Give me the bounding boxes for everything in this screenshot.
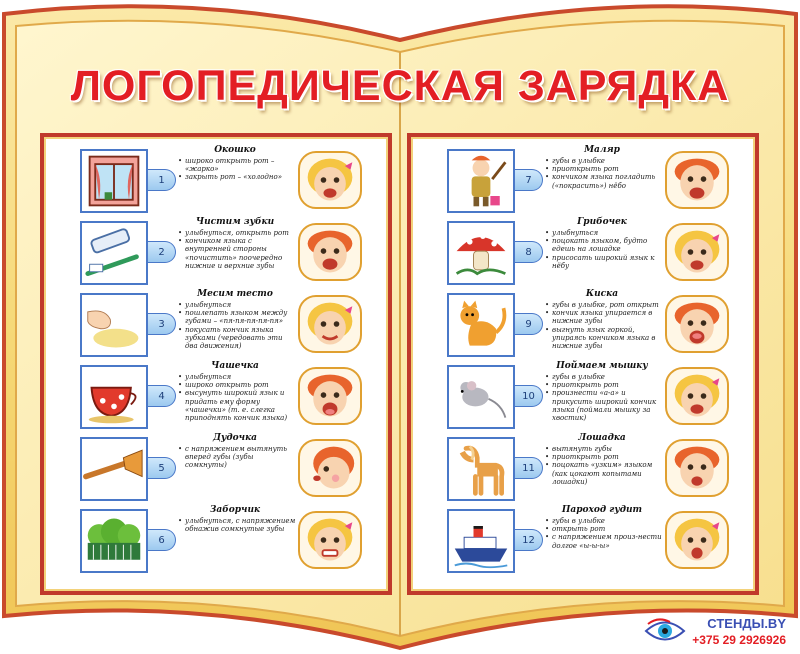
girl-face [665,367,729,425]
exercise-step: • кончиком языка погладить («покрасить») нёбо [545,173,663,189]
exercise-number: 12 [515,529,543,551]
exercise-step: • приоткрыть рот [545,165,663,173]
exercise-row [44,505,388,579]
window-picture [80,149,148,213]
cup-picture [80,365,148,429]
phone-number: +375 29 2926926 [692,633,786,647]
exercise-number: 9 [515,313,543,335]
exercise-title: Пароход гудит [561,505,643,515]
exercise-title: Заборчик [209,505,261,515]
exercise-title: Лошадка [578,433,626,443]
painter-picture [447,149,515,213]
pipe-picture [80,437,148,501]
mushroom-picture [447,221,515,285]
exercise-step: • улыбнуться [545,229,663,237]
exercise-step: • улыбнуться [178,301,296,309]
exercise-steps [545,157,663,190]
boy-face [298,367,362,425]
boy-face [665,439,729,497]
exercise-title: Чистим зубки [195,217,275,227]
exercise-row [411,217,755,291]
exercise-step: • с напряжением вытянуть вперед губы (зубы сомкнуты) [178,445,296,470]
boy-face [298,223,362,281]
exercise-step: • кончик языка упирается в нижние зубы [545,309,663,325]
exercise-title: Чашечка [211,361,259,371]
exercise-row [44,289,388,363]
exercise-step: • высунуть широкий язык и придать ему форму «чашечки» (т. е. слегка приподнять кончик языка) [178,389,296,422]
exercise-steps [545,301,663,350]
eye-logo-icon [644,618,686,644]
exercise-step: • выгнуть язык горкой, упираясь кончиком языка в нижние зубы [545,326,663,351]
exercise-step: • кончиком языка с внутренней стороны «почистить» поочередно нижние и верхние зубы [178,237,296,270]
cat-picture [447,293,515,357]
exercise-steps [178,373,296,422]
exercise-title: Месим тесто [197,289,273,299]
exercise-number: 4 [148,385,176,407]
boy-face [665,151,729,209]
exercise-number: 11 [515,457,543,479]
exercise-number: 6 [148,529,176,551]
exercise-steps [545,373,663,422]
footer-logo [642,616,792,650]
exercise-step: • губы в улыбке [545,157,663,165]
exercise-step: • губы в улыбке [545,373,663,381]
exercise-step: • улыбнуться, открыть рот [178,229,296,237]
exercise-step: • поцокать языком, будто едешь на лошадке [545,237,663,253]
exercise-steps [178,517,296,533]
exercise-steps [178,445,296,470]
toothbrush-picture [80,221,148,285]
girl-face [298,511,362,569]
ship-picture [447,509,515,573]
girl-profile-face [298,439,362,497]
exercise-step: • вытянуть губы [545,445,663,453]
exercise-number: 7 [515,169,543,191]
exercise-steps [178,301,296,350]
exercise-step: • широко открыть рот – «жарко» [178,157,296,173]
exercise-row [411,289,755,363]
exercise-steps [178,229,296,270]
exercise-title: Поймаем мышку [556,361,648,371]
exercise-step: • с напряжением произ-нести долгое «ы-ы-ы» [545,533,663,549]
exercise-row [411,433,755,507]
girl-face [665,223,729,281]
exercise-title: Дудочка [212,433,257,443]
exercise-row [411,145,755,219]
girl-face [665,511,729,569]
exercise-row [411,505,755,579]
exercise-step: • открыть рот [545,525,663,533]
exercise-steps [545,445,663,486]
girl-face [298,151,362,209]
exercise-number: 5 [148,457,176,479]
exercise-row [44,361,388,435]
exercise-steps [545,517,663,550]
exercise-number: 8 [515,241,543,263]
brand-name: СТЕНДЫ.BY [707,616,786,631]
page-title: ЛОГОПЕДИЧЕСКАЯ ЗАРЯДКА [70,62,730,110]
exercise-title: Окошко [214,145,256,155]
exercise-title: Маляр [584,145,620,155]
girl-face [298,295,362,353]
exercise-step: • поцокать «узким» языком (как цокают копытами лошадки) [545,461,663,486]
exercise-steps [178,157,296,182]
left-panel [40,133,392,595]
exercise-step: • улыбнуться [178,373,296,381]
exercise-step: • пошлепать языком между губами – «пя-пя-пя-пя-пя» [178,309,296,325]
exercise-step: • произнести «а-а» и прикусить широкий кончик языка (поймали мышку за хвостик) [545,389,663,422]
exercise-step: • улыбнуться, с напряжением обнажив сомкнутые зубы [178,517,296,533]
exercise-number: 2 [148,241,176,263]
exercise-row [44,217,388,291]
exercise-row [411,361,755,435]
exercise-row [44,145,388,219]
right-panel [407,133,759,595]
exercise-step: • приоткрыть рот [545,381,663,389]
exercise-number: 10 [515,385,543,407]
exercise-step: • закрыть рот – «холодно» [178,173,296,181]
exercise-step: • присосать широкий язык к нёбу [545,254,663,270]
fence-picture [80,509,148,573]
mouse-picture [447,365,515,429]
dough-picture [80,293,148,357]
exercise-number: 1 [148,169,176,191]
exercise-title: Киска [585,289,619,299]
exercise-title: Грибочек [577,217,627,227]
exercise-step: • губы в улыбке [545,517,663,525]
exercise-step: • губы в улыбке, рот открыт [545,301,663,309]
exercise-step: • покусать кончик языка зубками (чередовать эти два движения) [178,326,296,351]
exercise-step: • широко открыть рот [178,381,296,389]
exercise-number: 3 [148,313,176,335]
exercise-steps [545,229,663,270]
exercise-step: • приоткрыть рот [545,453,663,461]
exercise-row [44,433,388,507]
horse-picture [447,437,515,501]
boy-face [665,295,729,353]
